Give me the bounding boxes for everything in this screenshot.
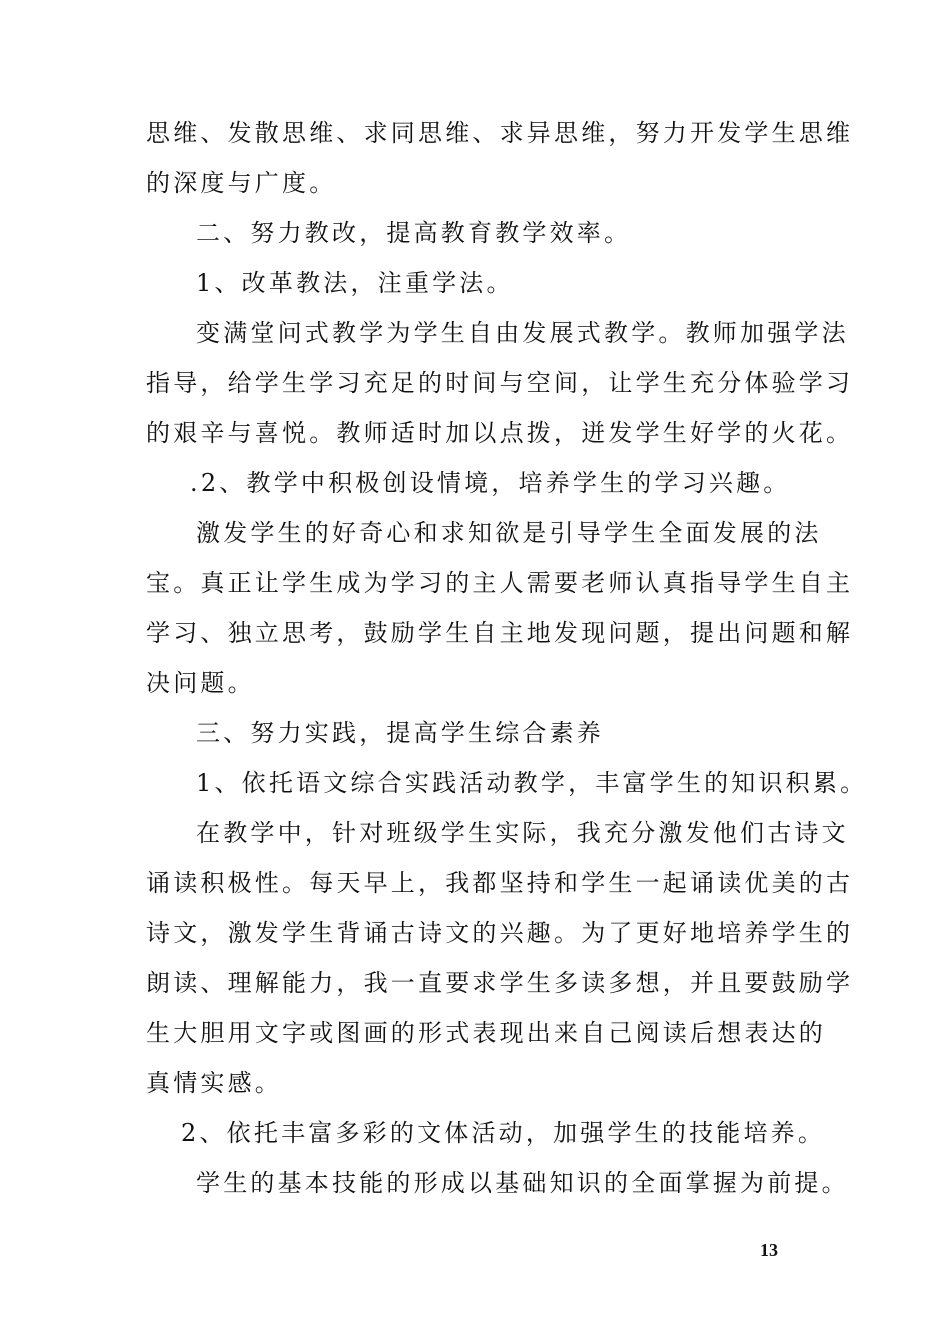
subsection-heading: 2、依托丰富多彩的文体活动，加强学生的技能培养。 xyxy=(181,1119,826,1147)
subsection-heading: 1、改革教法，注重学法。 xyxy=(196,269,514,297)
page-number: 13 xyxy=(760,1240,778,1260)
text-line: 思维、发散思维、求同思维、求异思维，努力开发学生思维 xyxy=(146,119,854,147)
text-line: 的艰辛与喜悦。教师适时加以点拨，迸发学生好学的火花。 xyxy=(146,419,854,447)
text-line: 学习、独立思考，鼓励学生自主地发现问题，提出问题和解 xyxy=(146,619,854,647)
text-line: 变满堂问式教学为学生自由发展式教学。教师加强学法 xyxy=(196,319,849,347)
section-heading: 二、努力教改，提高教育教学效率。 xyxy=(196,219,632,247)
text-line: 指导，给学生学习充足的时间与空间，让学生充分体验学习 xyxy=(146,369,854,397)
text-line: 诗文，激发学生背诵古诗文的兴趣。为了更好地培养学生的 xyxy=(146,919,854,947)
text-line: 激发学生的好奇心和求知欲是引导学生全面发展的法 xyxy=(196,519,822,547)
subsection-heading: 1、依托语文综合实践活动教学，丰富学生的知识积累。 xyxy=(196,769,868,797)
text-line: 宝。真正让学生成为学习的主人需要老师认真指导学生自主 xyxy=(146,569,854,597)
text-line: 生大胆用文字或图画的形式表现出来自己阅读后想表达的 xyxy=(146,1019,826,1047)
text-line: 学生的基本技能的形成以基础知识的全面掌握为前提。 xyxy=(196,1169,849,1197)
text-line: 的深度与广度。 xyxy=(146,169,337,197)
subsection-heading: .2、教学中积极创设情境，培养学生的学习兴趣。 xyxy=(190,469,791,497)
text-line: 诵读积极性。每天早上，我都坚持和学生一起诵读优美的古 xyxy=(146,869,854,897)
text-line: 在教学中，针对班级学生实际，我充分激发他们古诗文 xyxy=(196,819,849,847)
text-line: 真情实感。 xyxy=(146,1069,282,1097)
text-line: 决问题。 xyxy=(146,669,255,697)
text-line: 朗读、理解能力，我一直要求学生多读多想，并且要鼓励学 xyxy=(146,969,854,997)
section-heading: 三、努力实践，提高学生综合素养 xyxy=(196,719,604,747)
